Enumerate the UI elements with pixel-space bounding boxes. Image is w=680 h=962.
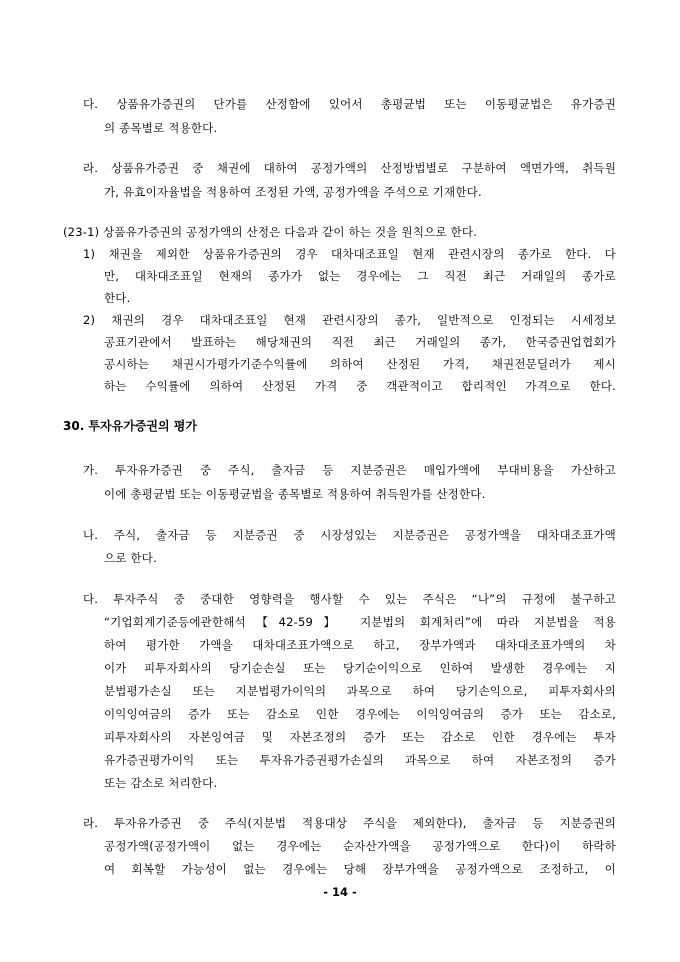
item-na-line-2: 으로 한다. [104,551,157,565]
sub-item-2-line-1: 2) 채권의 경우 대차대조표일 현재 관련시장의 종가, 일반적으로 인정되는 시세정보 [83,313,616,327]
sub-item-1-line-2: 만, 대차대조표일 현재의 종가가 없는 경우에는 그 직전 최근 거래일의 종가로 [104,269,616,283]
item-da2-line-8: 유가증권평가이익 또는 투자유가증권평가손실의 과목으로 하여 자본조정의 증가 [104,753,616,767]
item-ra2-line-2: 공정가액(공정가액이 없는 경우에는 순자산가액을 공정가액으로 한다)이 하락하 [104,839,616,853]
item-ra-line-1: 라. 상품유가증권 중 채권에 대하여 공정가액의 산정방법별로 구분하여 액면가액, 취득원 [83,161,616,175]
paragraph-23-1: (23-1) 상품유가증권의 공정가액의 산정은 다음과 같이 하는 것을 원칙으로 한다. [63,225,478,239]
sub-item-1-line-3: 한다. [104,291,131,305]
item-da2-line-3: 하여 평가한 가액을 대차대조표가액으로 하고, 장부가액과 대차대조표가액의 차 [104,638,616,652]
item-da2-line-7: 피투자회사의 자본잉여금 및 자본조정의 증가 또는 감소로 인한 경우에는 투자 [104,730,616,744]
item-da2-line-2: “기업회계기준등에관한해석【42-59】 지분법의 회계처리”에 따라 지분법을 적용 [104,615,616,629]
item-ga-line-1: 가. 투자유가증권 중 주식, 출자금 등 지분증권은 매입가액에 부대비용을 가산하고 [83,463,616,477]
sub-item-2-line-4: 하는 수익률에 의하여 산정된 가격 중 객관적이고 합리적인 가격으로 한다. [104,379,616,393]
sub-item-1-line-1: 1) 채권을 제외한 상품유가증권의 경우 대차대조표일 현재 관련시장의 종가로 한다. 다 [83,247,616,261]
item-na-line-1: 나. 주식, 출자금 등 지분증권 중 시장성있는 지분증권은 공정가액을 대차대조표가액 [83,528,616,542]
item-da-line-2: 의 종목별로 적용한다. [104,121,218,135]
item-da2-line-9: 또는 감소로 처리한다. [104,776,218,790]
item-ra2-line-3: 여 회복할 가능성이 없는 경우에는 당해 장부가액을 공정가액으로 조정하고, 이 [104,862,616,876]
section-30-heading: 30. 투자유가증권의 평가 [63,419,197,433]
item-da-line-1: 다. 상품유가증권의 단가를 산정함에 있어서 총평균법 또는 이동평균법은 유가증권 [83,97,616,111]
item-da2-line-1: 다. 투자주식 중 중대한 영향력을 행사할 수 있는 주식은 “나”의 규정에 불구하고 [83,592,616,606]
item-ra-line-2: 가, 유효이자율법을 적용하여 조정된 가액, 공정가액을 주석으로 기재한다. [104,185,482,199]
item-da2-line-6: 이익잉여금의 증가 또는 감소로 인한 경우에는 이익잉여금의 증가 또는 감소로, [104,707,616,721]
item-da2-line-4: 이가 피투자회사의 당기순손실 또는 당기순이익으로 인하여 발생한 경우에는 지 [104,661,616,675]
sub-item-2-line-2: 공표기관에서 발표하는 해당채권의 직전 최근 거래일의 종가, 한국증권업협회가 [104,335,616,349]
page-number: - 14 - [323,885,357,899]
item-ga-line-2: 이에 총평균법 또는 이동평균법을 종목별로 적용하여 취득원가를 산정한다. [104,487,486,501]
sub-item-2-line-3: 공시하는 채권시가평가기준수익률에 의하여 산정된 가격, 채권전문딜러가 제시 [104,357,616,371]
item-da2-line-5: 분법평가손실 또는 지분법평가이익의 과목으로 하여 당기손익으로, 피투자회사의 [104,684,616,698]
item-ra2-line-1: 라. 투자유가증권 중 주식(지분법 적용대상 주식을 제외한다), 출자금 등 지분증권의 [83,816,616,830]
